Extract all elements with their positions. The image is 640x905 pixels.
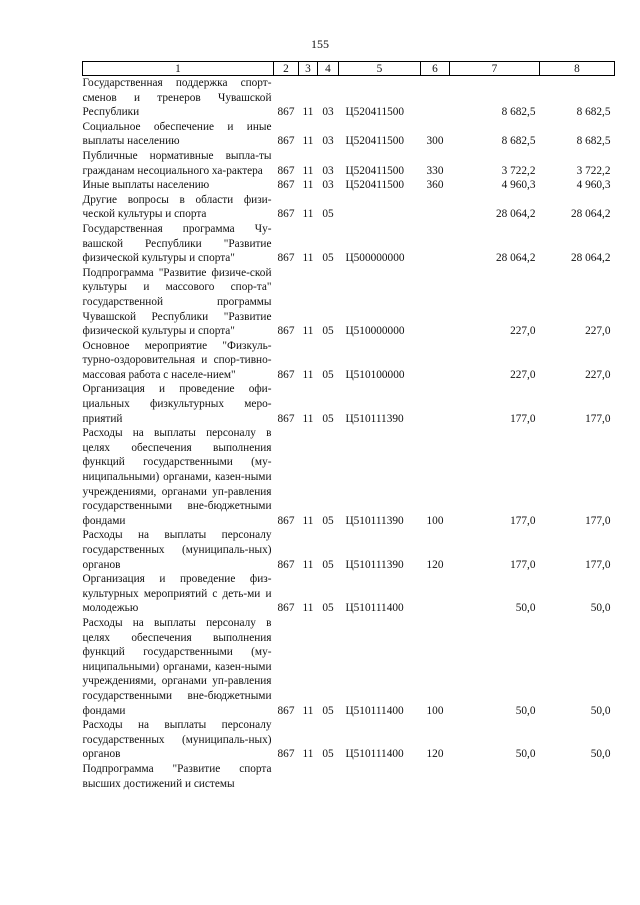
cell-admin-code: 867 xyxy=(277,164,295,177)
cell-amount-year2: 28 064,2 xyxy=(570,208,611,221)
header-col-8: 8 xyxy=(540,62,615,76)
cell-expense-type: 120 xyxy=(426,558,444,571)
table-row xyxy=(83,76,615,120)
cell-expense-type xyxy=(421,339,450,383)
cell-amount-year2: 177,0 xyxy=(585,514,611,527)
table-row xyxy=(83,178,615,193)
table-row xyxy=(83,149,615,178)
header-col-7: 7 xyxy=(450,62,540,76)
table-header xyxy=(83,62,615,76)
cell-amount-year2: 3 722,2 xyxy=(576,164,611,177)
cell-expense-type: 100 xyxy=(426,514,444,527)
header-col-4: 4 xyxy=(318,62,339,76)
cell-expense-type xyxy=(421,382,450,426)
cell-subsection: 05 xyxy=(322,704,334,717)
cell-admin-code: 867 xyxy=(277,325,295,338)
table-row xyxy=(83,193,615,222)
cell-amount-year1: 28 064,2 xyxy=(495,208,536,221)
cell-amount-year1: 227,0 xyxy=(510,325,536,338)
header-col-6: 6 xyxy=(421,62,450,76)
table-row xyxy=(83,339,615,383)
cell-admin-code: 867 xyxy=(277,368,295,381)
budget-table xyxy=(82,61,615,791)
cell-subsection: 03 xyxy=(322,179,334,192)
cell-section: 11 xyxy=(302,164,314,177)
row-name: Подпрограмма "Развитие спорта высших достижений и системы xyxy=(82,762,272,790)
cell-target-article: Ц500000000 xyxy=(345,252,405,265)
cell-subsection: 03 xyxy=(322,106,334,119)
cell-subsection: 05 xyxy=(322,412,334,425)
cell-section: 11 xyxy=(302,325,314,338)
cell-admin-code: 867 xyxy=(277,179,295,192)
cell-subsection: 05 xyxy=(322,252,334,265)
cell-section: 11 xyxy=(302,179,314,192)
cell-amount-year1: 50,0 xyxy=(515,602,536,615)
cell-section: 11 xyxy=(302,514,314,527)
cell-target-article: Ц520411500 xyxy=(345,135,405,148)
row-name: Государственная программа Чу-вашской Республики "Развитие физической культуры и спорта" xyxy=(82,222,272,265)
cell-admin-code: 867 xyxy=(277,514,295,527)
cell-amount-year1: 177,0 xyxy=(510,412,536,425)
cell-section: 11 xyxy=(302,368,314,381)
cell-target-article: Ц510100000 xyxy=(345,368,405,381)
cell-section: 11 xyxy=(302,106,314,119)
cell-amount-year2: 4 960,3 xyxy=(576,179,611,192)
cell-subsection: 05 xyxy=(322,368,334,381)
table-row xyxy=(83,528,615,572)
cell-expense-type: 100 xyxy=(426,704,444,717)
cell-admin-code: 867 xyxy=(277,602,295,615)
cell-section: 11 xyxy=(302,208,314,221)
cell-target-article: Ц510111390 xyxy=(345,412,404,425)
table-row xyxy=(83,718,615,762)
cell-subsection: 05 xyxy=(322,514,334,527)
cell-amount-year2: 177,0 xyxy=(585,412,611,425)
table-row xyxy=(83,426,615,528)
cell-subsection: 05 xyxy=(322,325,334,338)
header-col-3: 3 xyxy=(299,62,318,76)
cell-expense-type xyxy=(421,266,450,339)
cell-subsection: 05 xyxy=(322,208,334,221)
cell-admin-code: 867 xyxy=(277,106,295,119)
cell-expense-type xyxy=(421,76,450,120)
cell-section: 11 xyxy=(302,602,314,615)
cell-amount-year2: 8 682,5 xyxy=(576,135,611,148)
cell-target-article: Ц510000000 xyxy=(345,325,405,338)
row-name: Расходы на выплаты персоналу государственных (муниципаль-ных) органов xyxy=(82,719,272,761)
cell-amount-year2: 8 682,5 xyxy=(576,106,611,119)
cell-amount-year1: 50,0 xyxy=(515,748,536,761)
row-name: Другие вопросы в области физи-ческой культуры и спорта xyxy=(82,193,272,221)
cell-amount-year2: 50,0 xyxy=(590,602,611,615)
row-name: Расходы на выплаты персоналу в целях обеспечения выполнения функций государственными (му-ниципальными) органами, казен-ными учреждениями, органами уп-равления государственными вне-бюджетными фондами xyxy=(82,427,272,527)
row-name: Государственная поддержка спорт-сменов и тренеров Чувашской Республики xyxy=(82,77,272,119)
row-name: Подпрограмма "Развитие физиче-ской культуры и массового спор-та" государственной программы Чувашской Республики "Развитие физической культуры и спорта" xyxy=(82,266,272,338)
cell-target-article: Ц520411500 xyxy=(345,164,405,177)
cell-section: 11 xyxy=(302,252,314,265)
cell-expense-type: 360 xyxy=(426,179,444,192)
cell-admin-code: 867 xyxy=(277,252,295,265)
cell-expense-type: 300 xyxy=(426,135,444,148)
cell-subsection: 05 xyxy=(322,558,334,571)
cell-expense-type: 120 xyxy=(426,748,444,761)
cell-expense-type xyxy=(421,572,450,616)
cell-subsection: 05 xyxy=(322,748,334,761)
cell-amount-year2: 227,0 xyxy=(585,325,611,338)
cell-amount-year2: 227,0 xyxy=(585,368,611,381)
table-row xyxy=(83,266,615,339)
cell-amount-year2: 28 064,2 xyxy=(570,252,611,265)
row-name: Публичные нормативные выпла-ты гражданам несоциального ха-рактера xyxy=(82,149,272,177)
cell-admin-code: 867 xyxy=(277,412,295,425)
cell-target-article: Ц520411500 xyxy=(345,179,405,192)
cell-section: 11 xyxy=(302,135,314,148)
cell-section: 11 xyxy=(302,748,314,761)
cell-expense-type xyxy=(421,762,450,791)
page-number: 155 xyxy=(311,37,329,51)
cell-amount-year2: 50,0 xyxy=(590,748,611,761)
cell-amount-year2: 177,0 xyxy=(585,558,611,571)
header-row xyxy=(83,62,615,76)
table-row xyxy=(83,382,615,426)
row-name: Организация и проведение офи-циальных физкультурных меро-приятий xyxy=(82,383,272,425)
header-col-1: 1 xyxy=(83,62,274,76)
cell-amount-year1: 227,0 xyxy=(510,368,536,381)
row-name: Основное мероприятие "Физкуль-турно-оздоровительная и спор-тивно-массовая работа с населе-нием" xyxy=(82,339,272,381)
cell-admin-code: 867 xyxy=(277,208,295,221)
cell-admin-code xyxy=(274,762,299,791)
cell-target-article: Ц510111390 xyxy=(345,558,404,571)
row-name: Иные выплаты населению xyxy=(82,179,210,192)
cell-expense-type xyxy=(421,222,450,266)
cell-section: 11 xyxy=(302,704,314,717)
cell-target-article: Ц520411500 xyxy=(345,106,405,119)
cell-target-article xyxy=(339,193,421,222)
table-body xyxy=(83,76,615,792)
cell-admin-code: 867 xyxy=(277,704,295,717)
cell-subsection xyxy=(318,762,339,791)
table-row xyxy=(83,222,615,266)
table-row xyxy=(83,762,615,791)
cell-target-article: Ц510111400 xyxy=(345,602,404,615)
cell-target-article: Ц510111390 xyxy=(345,514,404,527)
cell-amount-year1: 4 960,3 xyxy=(501,179,536,192)
table-row xyxy=(83,616,615,718)
cell-amount-year1: 50,0 xyxy=(515,704,536,717)
cell-subsection: 03 xyxy=(322,135,334,148)
cell-expense-type xyxy=(421,193,450,222)
cell-admin-code: 867 xyxy=(277,558,295,571)
cell-amount-year1: 3 722,2 xyxy=(501,164,536,177)
cell-expense-type: 330 xyxy=(426,164,444,177)
cell-section xyxy=(299,762,318,791)
cell-subsection: 03 xyxy=(322,164,334,177)
cell-amount-year1: 177,0 xyxy=(510,558,536,571)
row-name: Расходы на выплаты персоналу в целях обеспечения выполнения функций государственными (му-ниципальными) органами, казен-ными учреждениями, органами уп-равления государственными вне-бюджетными фондами xyxy=(82,616,272,717)
row-name: Социальное обеспечение и иные выплаты населению xyxy=(82,120,272,148)
row-name: Расходы на выплаты персоналу государственных (муниципаль-ных) органов xyxy=(82,529,272,571)
cell-section: 11 xyxy=(302,412,314,425)
cell-target-article: Ц510111400 xyxy=(345,748,404,761)
table-row xyxy=(83,120,615,149)
cell-target-article: Ц510111400 xyxy=(345,704,404,717)
cell-section: 11 xyxy=(302,558,314,571)
header-col-5: 5 xyxy=(339,62,421,76)
cell-target-article xyxy=(339,762,421,791)
cell-amount-year1: 28 064,2 xyxy=(495,252,536,265)
table-row xyxy=(83,572,615,616)
cell-amount-year2: 50,0 xyxy=(590,704,611,717)
cell-admin-code: 867 xyxy=(277,748,295,761)
row-name: Организация и проведение физ-культурных мероприятий с деть-ми и молодежью xyxy=(82,573,272,615)
cell-amount-year1: 8 682,5 xyxy=(501,135,536,148)
cell-admin-code: 867 xyxy=(277,135,295,148)
cell-amount-year1 xyxy=(450,762,540,791)
cell-amount-year2 xyxy=(540,762,615,791)
header-col-2: 2 xyxy=(274,62,299,76)
cell-subsection: 05 xyxy=(322,602,334,615)
cell-amount-year1: 177,0 xyxy=(510,514,536,527)
cell-amount-year1: 8 682,5 xyxy=(501,106,536,119)
